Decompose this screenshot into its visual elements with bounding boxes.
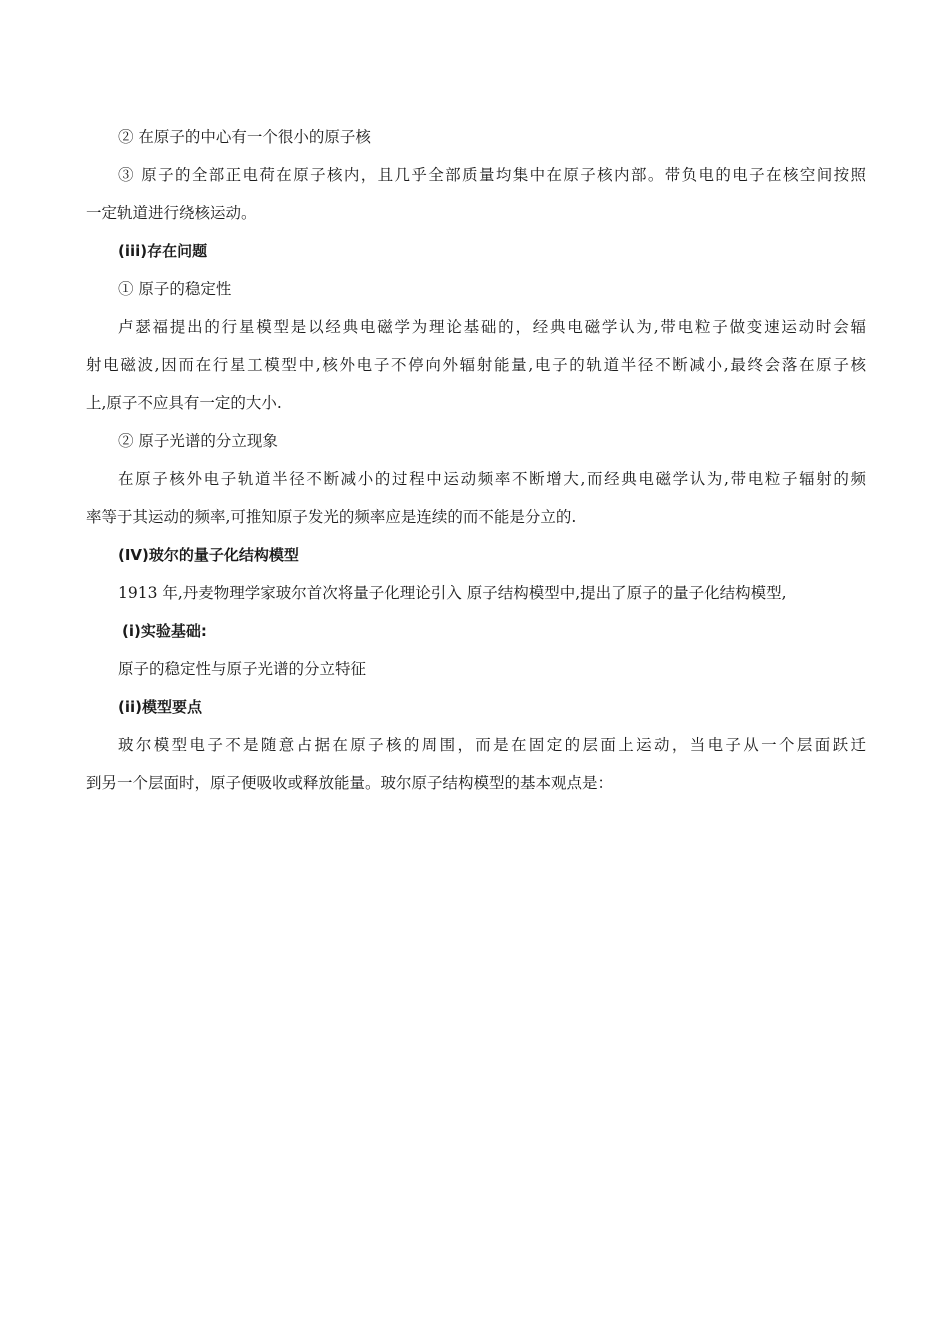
paragraph-rutherford-model-end: 上,原子不应具有一定的大小. [86,394,282,412]
section-heading-bohr-model: (IV)玻尔的量子化结构模型 [118,546,299,564]
list-item-discrete-spectrum: ② 原子光谱的分立现象 [118,432,278,450]
paragraph-experimental-basis: 原子的稳定性与原子光谱的分立特征 [118,660,367,678]
subheading-experimental-basis: (i)实验基础: [122,622,207,640]
section-heading-existing-problems: (iii)存在问题 [118,242,208,260]
document-body [86,118,866,802]
paragraph-spectrum: 在原子核外电子轨道半径不断减小的过程中运动频率不断增大,而经典电磁学认为,带电粒子辐射的频 [118,470,866,488]
paragraph-spectrum-end: 率等于其运动的频率,可推知原子发光的频率应是连续的而不能是分立的. [86,508,577,526]
paragraph-rutherford-model-cont: 射电磁波,因而在行星工模型中,核外电子不停向外辐射能量,电子的轨道半径不断减小,最终会落在原子核 [86,356,866,374]
list-item-nucleus-center: ② 在原子的中心有一个很小的原子核 [118,128,371,146]
subheading-model-points: (ii)模型要点 [118,698,202,716]
paragraph-model-points: 玻尔模型电子不是随意占据在原子核的周围，而是在固定的层面上运动，当电子从一个层面跃迁 [118,736,866,754]
list-item-atom-stability: ① 原子的稳定性 [118,280,232,298]
paragraph-bohr-intro: 1913 年,丹麦物理学家玻尔首次将量子化理论引入 原子结构模型中,提出了原子的量子化结构模型, [118,584,787,602]
paragraph-model-points-end: 到另一个层面时，原子便吸收或释放能量。玻尔原子结构模型的基本观点是： [86,774,614,792]
list-item-positive-charge: ③ 原子的全部正电荷在原子核内，且几乎全部质量均集中在原子核内部。带负电的电子在核空间按照 [118,166,866,184]
paragraph-rutherford-model: 卢瑟福提出的行星模型是以经典电磁学为理论基础的，经典电磁学认为,带电粒子做变速运动时会辐 [118,318,866,336]
paragraph-continuation: 一定轨道进行绕核运动。 [86,204,257,222]
